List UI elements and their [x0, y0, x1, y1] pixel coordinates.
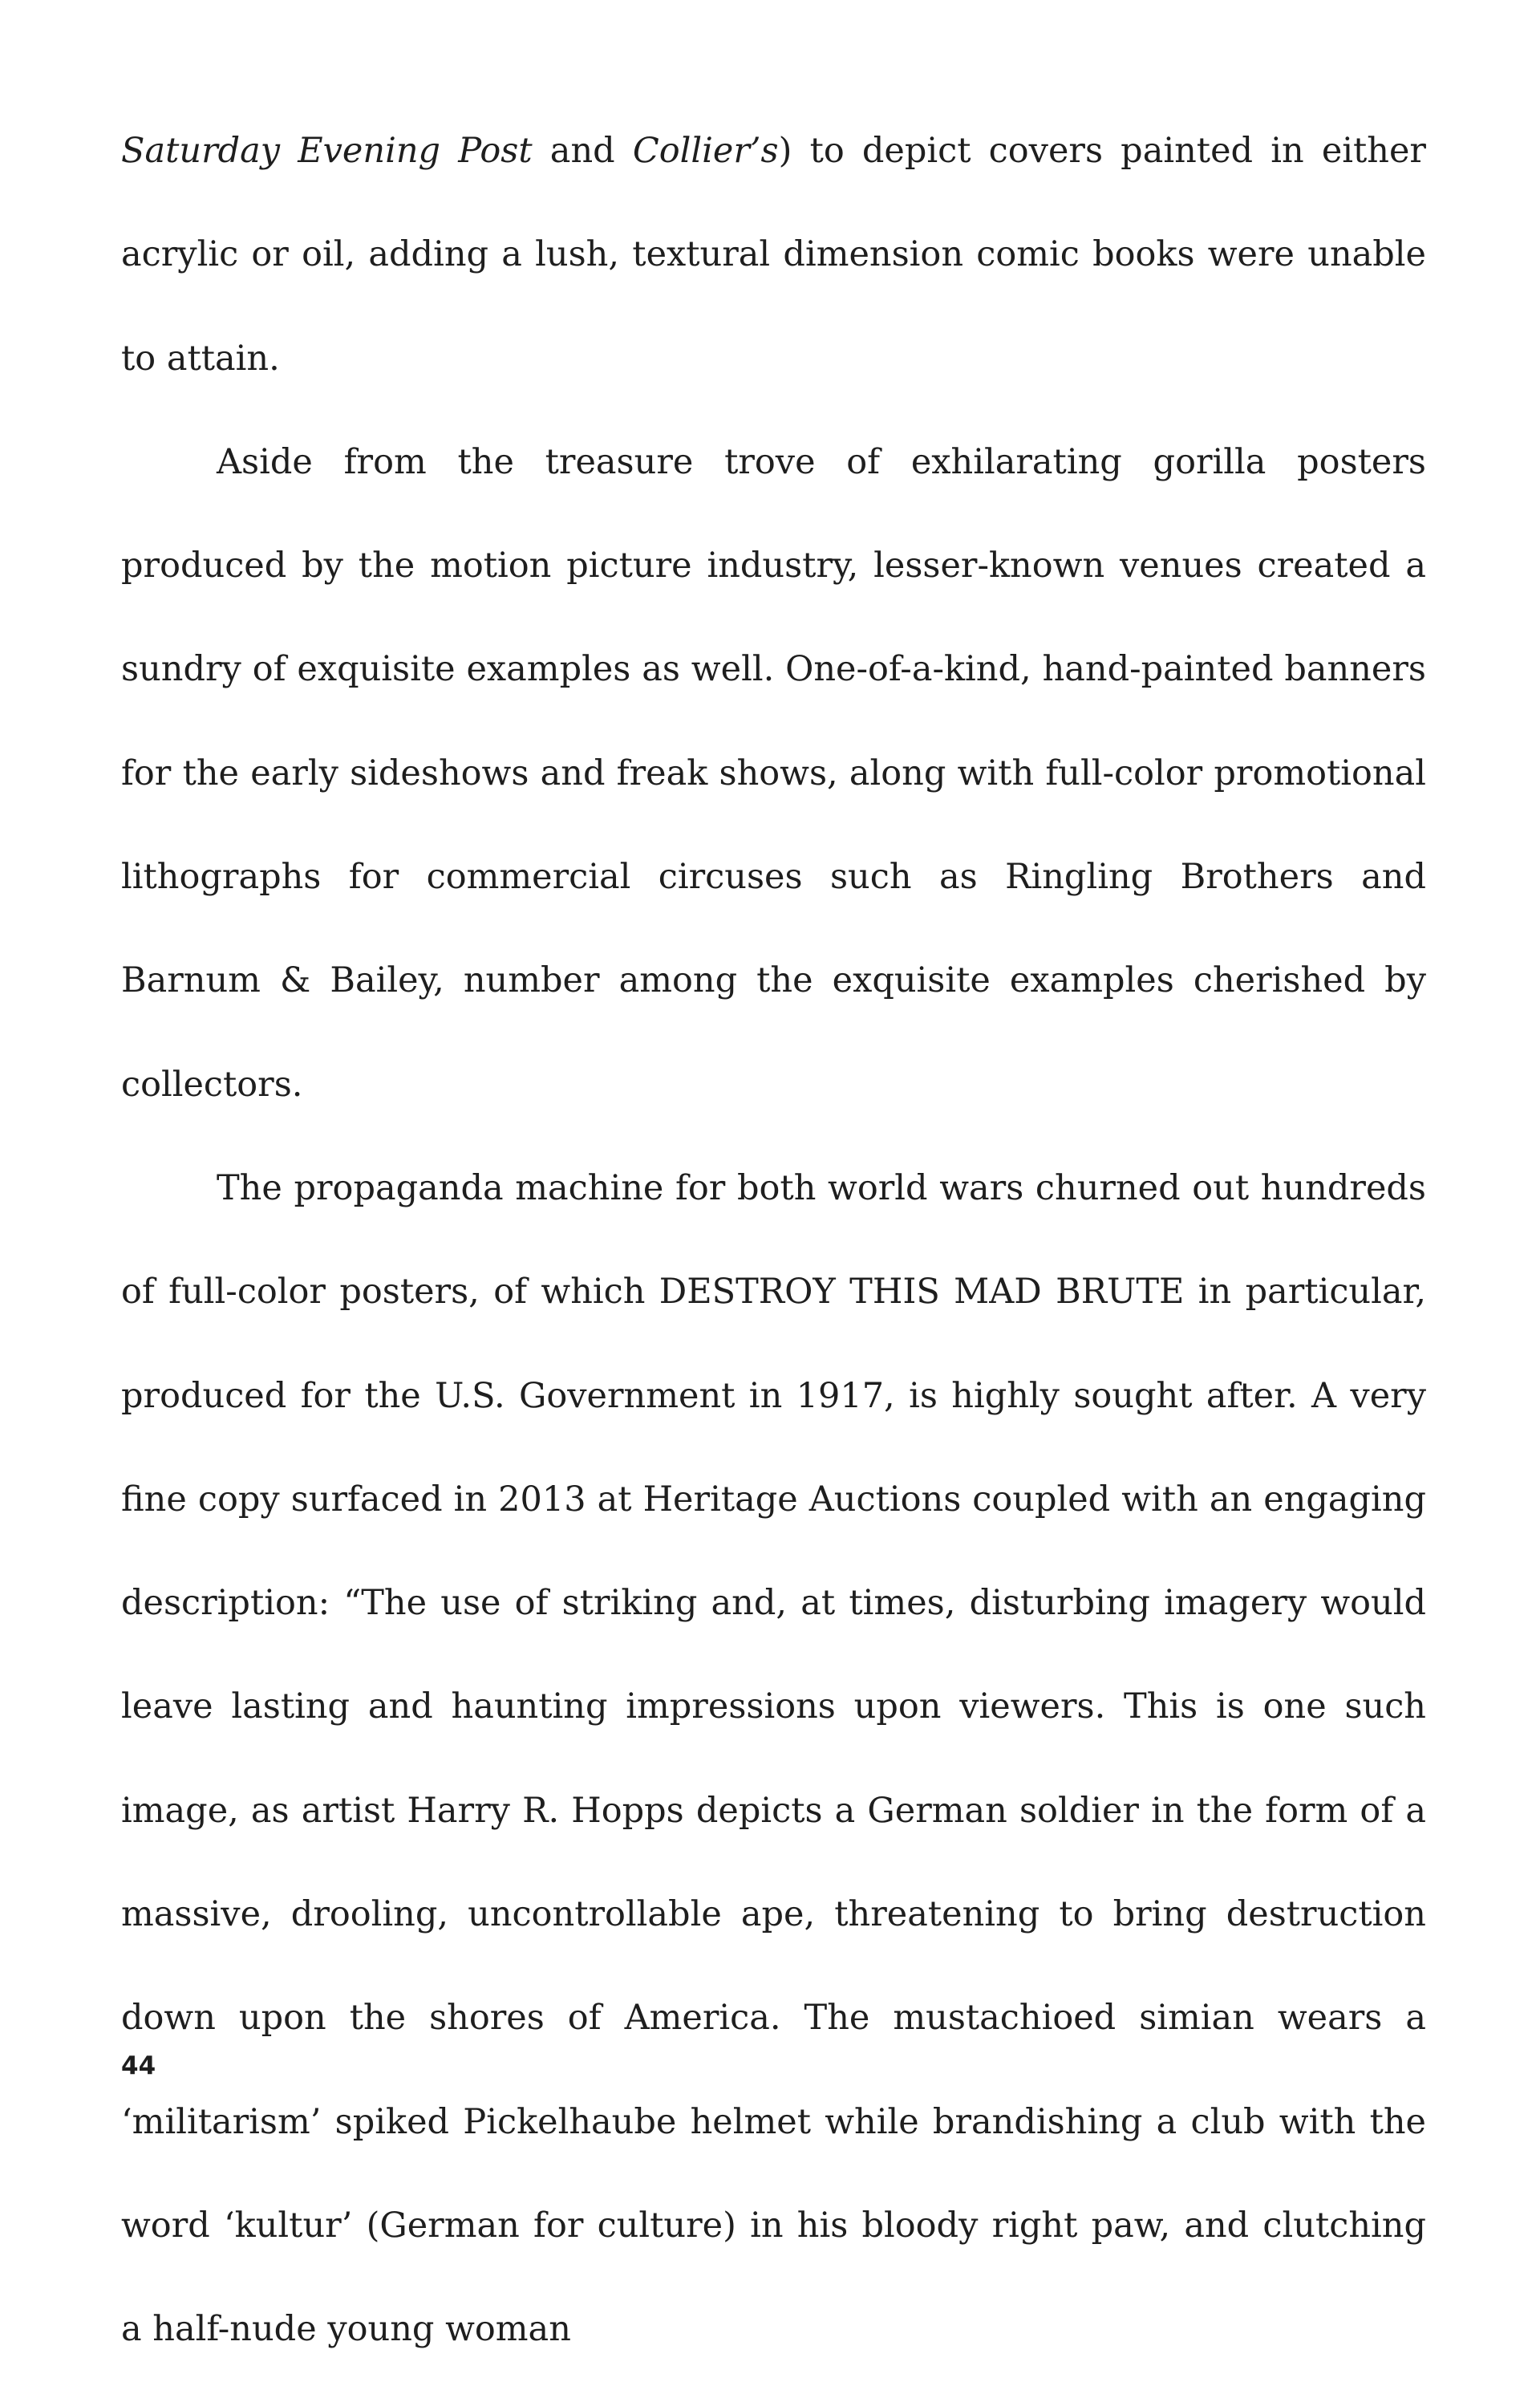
paragraph-2 — [121, 411, 1426, 1137]
magazine-title-colliers: Collier’s — [632, 131, 779, 171]
page-number: 44 — [121, 2051, 156, 2080]
paragraph-1 — [121, 99, 1426, 411]
text-segment: Aside from the treasure trove of exhilarating gorilla posters produced by the motion picture industry, lesser-known venues created a sundry of exquisite examples as well. One-of-a-kind, hand-painted banners for the early sideshows and freak shows, along with full-color promotional lithographs for commercial circuses such as Ringling Brothers and Barnum & Bailey, number among the exquisite examples cherished by collectors. — [121, 441, 1426, 1105]
paragraph-3 — [121, 1137, 1426, 2382]
magazine-title-saturday-evening-post: Saturday Evening Post — [121, 131, 533, 171]
body-text — [121, 99, 1426, 2382]
text-segment: and — [532, 131, 633, 171]
text-segment: The propaganda machine for both world wars churned out hundreds of full-color posters, of which DESTROY THIS MAD BRUTE in particular, produced for the U.S. Government in 1917, is highly sought after. A very fine copy surfaced in 2013 at Heritage Auctions coupled with an engaging description: “The use of striking and, at times, disturbing imagery would leave lasting and haunting impressions upon viewers. This is one such image, as artist Harry R. Hopps depicts a German soldier in the form of a massive, drooling, uncontrollable ape, threatening to bring destruction down upon the shores of America. The mustachioed simian wears a ‘militarism’ spiked Pickelhaube helmet while brandishing a club with the word ‘kultur’ (German for culture) in his bloody right paw, and clutching a half-nude young woman — [121, 1167, 1426, 2350]
text-segment: ) to depict covers painted in either acrylic or oil, adding a lush, textural dimension comic books were unable to attain. — [121, 131, 1426, 379]
